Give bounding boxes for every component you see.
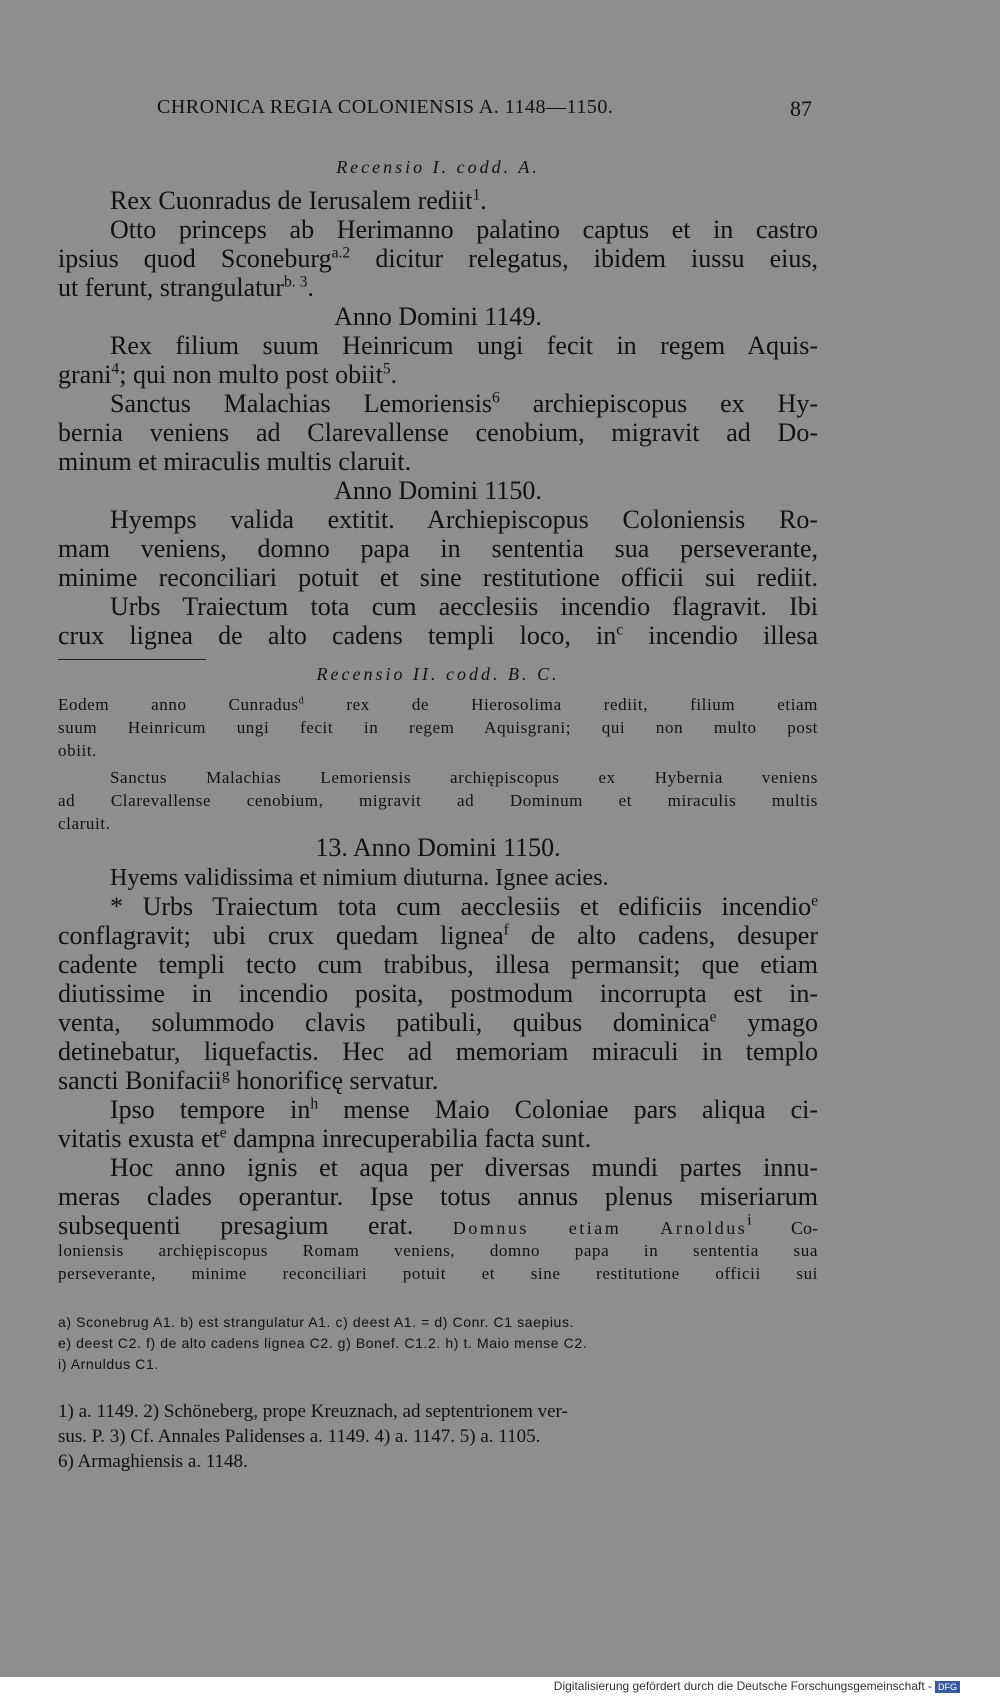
text-line: detinebatur, liquefactis. Hec ad memoriam miraculi in templo (58, 1037, 818, 1066)
recensio-2-heading: Recensio II. codd. B. C. (316, 664, 560, 684)
year-heading: 13. Anno Domini 1150. (315, 833, 561, 862)
text-line: Sanctus Malachias Lemoriensis$^6$ archiepiscopus ex Hy- (110, 389, 818, 418)
dfg-logo-icon: DFG (935, 1681, 960, 1693)
digitization-credit (554, 1679, 960, 1693)
text-line: Urbs Traiectum tota cum aecclesiis incendio flagravit. Ibi (110, 592, 818, 621)
page-number: 87 (790, 96, 812, 121)
text-line: Eodem anno Cunradus$^d$ rex de Hierosolima rediit, filium etiam (58, 695, 818, 714)
text-line: meras clades operantur. Ipse totus annus plenus miseriarum (58, 1182, 818, 1211)
text-line: loniensis archiępiscopus Romam veniens, domno papa in sententia sua (58, 1241, 818, 1260)
variant-note: e) deest C2. f) de alto cadens lignea C2. g) Bonef. C1.2. h) t. Maio mense C2. (58, 1335, 588, 1351)
text-line: bernia veniens ad Clarevallense cenobium, migravit ad Do- (58, 418, 818, 447)
text-line: Rex Cuonradus de Ierusalem rediit$^1$. (110, 186, 487, 215)
text-line: ipsius quod Sconeburg$^{a.2}$ dicitur relegatus, ibidem iussu eius, (58, 244, 819, 273)
text-line: grani$^4$; qui non multo post obiit$^5$. (58, 360, 398, 389)
divider-rule (58, 659, 206, 660)
year-heading: Anno Domini 1149. (334, 302, 542, 331)
text-line: conflagravit; ubi crux quedam lignea$^f$ de alto cadens, desuper (58, 921, 818, 950)
variant-note: a) Sconebrug A1. b) est strangulatur A1. c) deest A1. = d) Conr. C1 saepius. (58, 1314, 575, 1330)
variant-note: i) Arnuldus C1. (58, 1356, 159, 1372)
text-line: subsequenti presagium erat. Domnus etiam Arnoldus$^i$ Co- (58, 1211, 818, 1240)
running-header: CHRONICA REGIA COLONIENSIS A. 1148—1150. (157, 96, 614, 118)
year-heading: Anno Domini 1150. (334, 476, 542, 505)
text-line: Sanctus Malachias Lemoriensis archiępiscopus ex Hybernia veniens (110, 768, 818, 787)
text-line: mam veniens, domno papa in sententia sua perseverante, (58, 534, 818, 563)
text-line: diutissime in incendio posita, postmodum incorrupta est in- (58, 979, 818, 1008)
text-line: suum Heinricum ungi fecit in regem Aquisgrani; qui non multo post (58, 718, 818, 737)
text-line: Otto princeps ab Herimanno palatino captus et in castro (110, 215, 818, 244)
text-line: Hyemps valida extitit. Archiepiscopus Coloniensis Ro- (110, 505, 818, 534)
text-line: obiit. (58, 741, 98, 760)
text-line: minime reconciliari potuit et sine restitutione officii sui rediit. (58, 563, 818, 592)
text-line: crux lignea de alto cadens templi loco, $in^c$ incendio illesa (58, 621, 818, 650)
recensio-1-heading: Recensio I. codd. A. (336, 157, 540, 177)
text-line: Hyems validissima et nimium diuturna. Ignee acies. (110, 865, 609, 891)
text-line: Hoc anno ignis et aqua per diversas mundi partes innu- (110, 1153, 818, 1182)
text-line: ad Clarevallense cenobium, migravit ad Dominum et miraculis multis (58, 791, 818, 810)
text-line: * Urbs Traiectum tota cum aecclesiis et edificiis incendio$^e$ (110, 892, 818, 921)
footnote: 1) a. 1149. 2) Schöneberg, prope Kreuznach, ad septentrionem ver- (58, 1401, 568, 1422)
text-line: sancti Bonifacii$^g$ honorificę servatur. (58, 1066, 439, 1095)
text-line: Ipso tempore $in^h$ mense Maio Coloniae pars aliqua ci- (110, 1095, 818, 1124)
text-line: claruit. (58, 814, 111, 833)
text-line: venta, solummodo clavis patibuli, quibus dominica$^e$ ymago (58, 1008, 819, 1037)
text-line: perseverante, minime reconciliari potuit et sine restitutione officii sui (58, 1264, 818, 1283)
footnote: 6) Armaghiensis a. 1148. (58, 1451, 248, 1472)
footnote: sus. P. 3) Cf. Annales Palidenses a. 1149. 4) a. 1147. 5) a. 1105. (58, 1426, 541, 1447)
text-line: cadente templi tecto cum trabibus, illesa permansit; que etiam (58, 950, 818, 979)
credit-text: Digitalisierung gefördert durch die Deutsche Forschungsgemeinschaft - (553, 1679, 932, 1693)
text-line: vitatis exusta $et^e$ dampna inrecuperabilia facta sunt. (58, 1124, 592, 1153)
text-line: ut ferunt, strangulatur$^{b. 3}$. (58, 273, 314, 302)
text-line: minum et miraculis multis claruit. (58, 447, 412, 476)
text-line: Rex filium suum Heinricum ungi fecit in regem Aquis- (110, 331, 818, 360)
